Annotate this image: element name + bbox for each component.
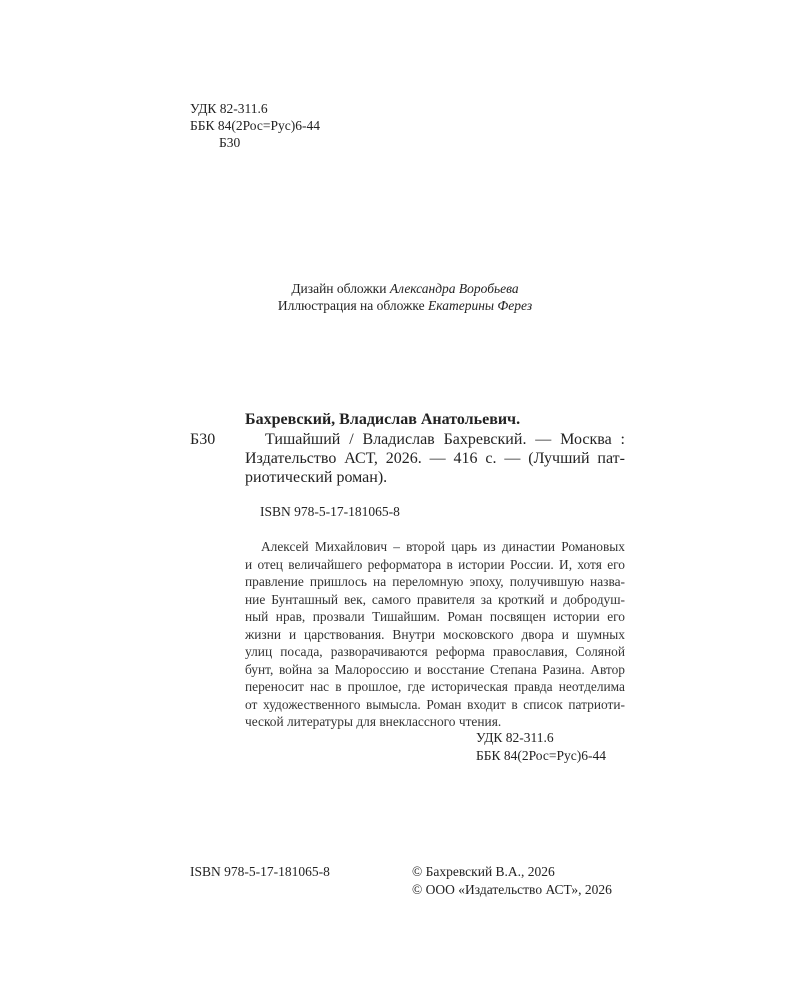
author-heading: Бахревский, Владислав Анатольевич. [245, 411, 521, 428]
footer-isbn: ISBN 978-5-17-181065-8 [190, 864, 330, 879]
cover-design-credit [0, 280, 800, 297]
annotation-line: ние Бунташный век, самого правителя за кроткий и добродуш- [245, 591, 625, 607]
bbk-code-bottom: ББК 84(2Рос=Рус)6-44 [476, 748, 606, 763]
cover-design-label: Дизайн обложки [291, 281, 387, 296]
udk-code-bottom: УДК 82-311.6 [476, 730, 554, 745]
annotation-line: Алексей Михайлович – второй царь из династии Романовых [261, 539, 625, 554]
copyright-author: © Бахревский В.А., 2026 [412, 864, 555, 879]
annotation-line: правление пришлось на переломную эпоху, получившую назва- [245, 574, 625, 589]
annotation-line: и отец величайшего реформатора в истории России. И, хотя его [245, 556, 625, 572]
author-mark: Б30 [219, 135, 241, 150]
annotation-line: бунт, война за Малороссию и восстание Степана Разина. Автор [245, 661, 625, 677]
credits [0, 280, 800, 314]
catalog-line: Тишайший / Владислав Бахревский. — Москва : [265, 431, 625, 448]
catalog-line: Издательство АСТ, 2026. — 416 с. — (Лучший пат- [245, 450, 625, 467]
annotation-line: ный нрав, прозвали Тишайшим. Роман посвящен истории его [245, 609, 625, 624]
catalog-author-mark: Б30 [190, 431, 216, 448]
illustration-credit [0, 297, 800, 314]
annotation-line: переносит нас в прошлое, где историческая правда неотделима [245, 679, 625, 694]
annotation-line: улиц посада, разворачиваются реформа православия, Соляной [245, 644, 625, 659]
annotation-line: ческой литературы для внеклассного чтения. [245, 714, 502, 729]
udk-code: УДК 82-311.6 [190, 101, 268, 116]
bbk-code: ББК 84(2Рос=Рус)6-44 [190, 118, 320, 133]
cover-design-name: Александра Воробьева [389, 281, 519, 296]
annotation-line: от художественного вымысла. Роман входит в список патриоти- [245, 696, 625, 712]
catalog-line: риотический роман). [245, 469, 388, 486]
catalog-isbn: ISBN 978-5-17-181065-8 [260, 504, 400, 519]
illustration-label: Иллюстрация на обложке [277, 298, 425, 313]
copyright-publisher: © ООО «Издательство АСТ», 2026 [412, 882, 612, 897]
illustration-name: Екатерины Ферез [427, 298, 533, 313]
annotation-line: жизни и царствования. Внутри московского двора и шумных [245, 626, 625, 642]
